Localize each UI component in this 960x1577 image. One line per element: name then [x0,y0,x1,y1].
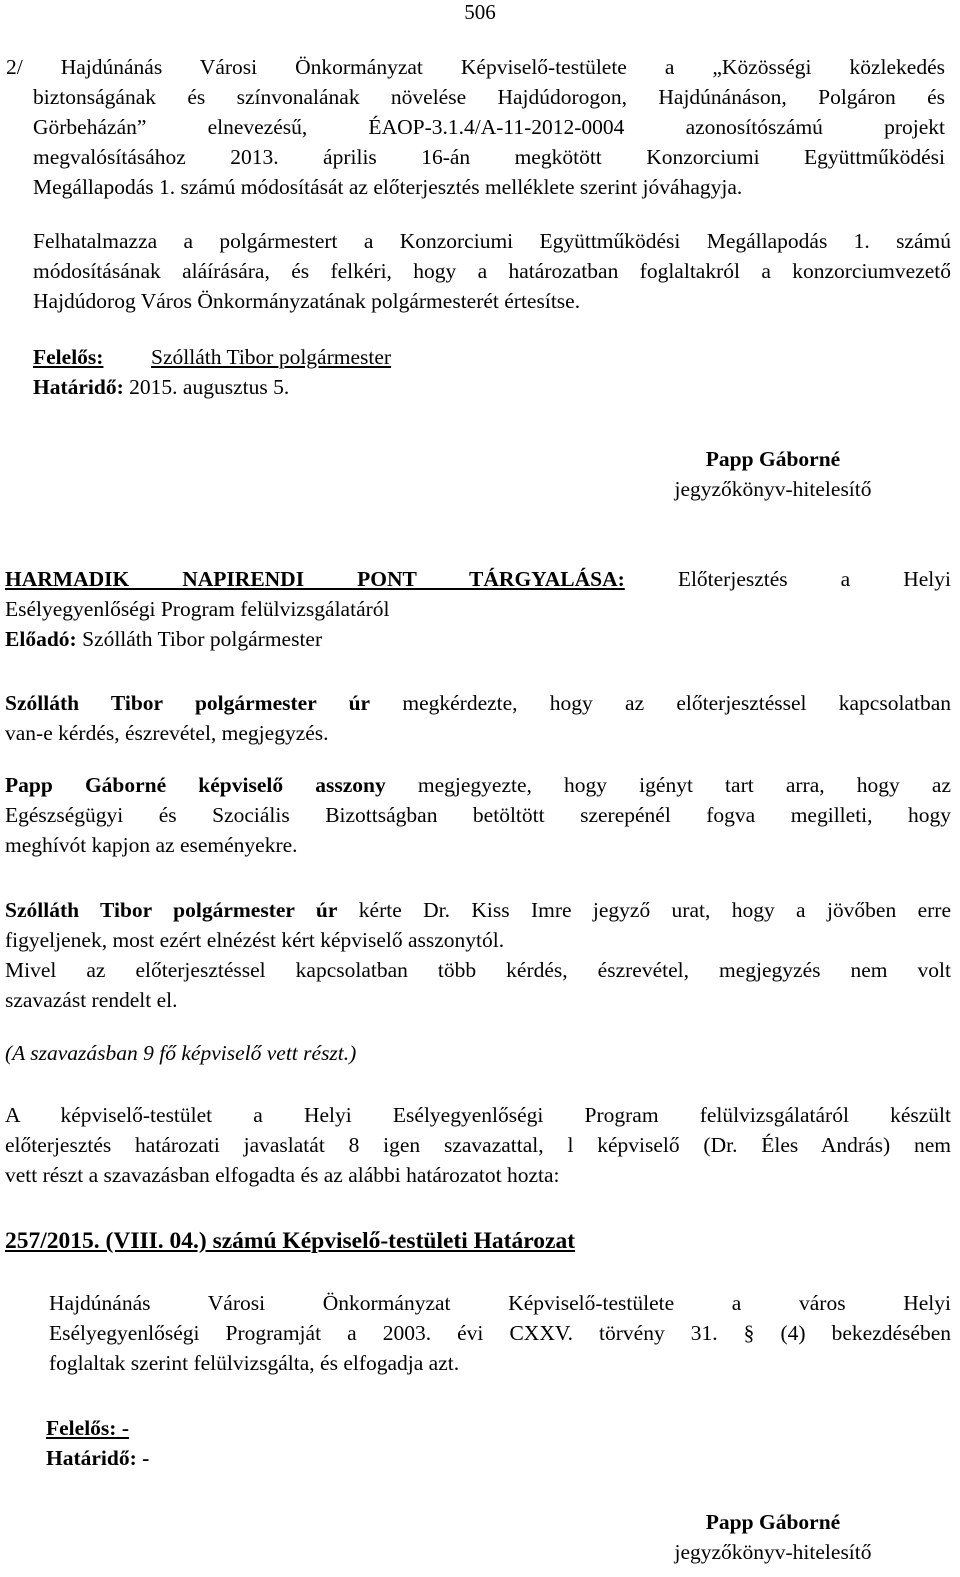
para2-speaker: Papp Gáborné képviselő asszony [5,773,386,797]
responsible2-label: Felelős: - [46,1416,129,1440]
agenda-heading [5,564,951,654]
responsible-block-2 [46,1413,960,1473]
signature2-name: Papp Gáborné [705,1510,841,1534]
para1-speaker: Szólláth Tibor polgármester úr [5,691,371,715]
para2-line-2: Egészségügyi és Szociális Bizottságban betöltött szerepénél fogva megilleti, hogy [5,803,951,827]
item2-line-5: Megállapodás 1. számú módosítását az előterjesztés melléklete szerint jóváhagyja. [33,175,743,199]
presenter-label: Előadó: [5,627,77,651]
responsible-value: Szólláth Tibor polgármester [151,345,392,369]
para3-line-4: szavazást rendelt el. [5,988,178,1012]
signature-role: jegyzőkönyv-hitelesítő [674,477,872,501]
page-number: 506 [464,0,496,24]
presenter-name: Szólláth Tibor polgármester [82,627,323,651]
item2-line-3: Görbeházán” elnevezésű, ÉAOP-3.1.4/A-11-2012-0004 azonosítószámú projekt [33,115,945,139]
para2-line-1: megjegyezte, hogy igényt tart arra, hogy az [417,773,951,797]
decision-line-2: előterjesztés határozati javaslatát 8 igen szavazattal, l képviselő (Dr. Éles András) nem [5,1133,951,1157]
responsible-label: Felelős: [33,345,104,369]
item2-line-4: megvalósításához 2013. április 16-án megkötött Konzorciumi Együttműködési [33,145,945,169]
resolution-line-3: foglaltak szerint felülvizsgálta, és elfogadja azt. [49,1351,460,1375]
item2-line-2: biztonságának és színvonalának növelése Hajdúdorogon, Hajdúnánáson, Polgáron és [33,85,945,109]
paragraph-1 [5,688,951,748]
agenda-title-line-2: Esélyegyenlőségi Program felülvizsgálatáról [5,597,390,621]
para2-line-3: meghívót kapjon az eseményekre. [5,833,298,857]
para3-speaker: Szólláth Tibor polgármester úr [5,898,338,922]
resolution-title-text: 257/2015. (VIII. 04.) számú Képviselő-testületi Határozat [5,1228,576,1254]
vote-note-text: (A szavazásban 9 fő képviselő vett részt.) [5,1041,357,1065]
authorize-line-2: módosításának aláírására, és felkéri, hogy a határozatban foglaltakról a konzorciumvezető [33,259,951,283]
resolution-line-2: Esélyegyenlőségi Programját a 2003. évi CXXV. törvény 31. § (4) bekezdésében [49,1321,951,1345]
decision-intro [5,1100,951,1190]
resolution-body [49,1288,951,1378]
decision-line-3: vett részt a szavazásban elfogadta és az alábbi határozatot hozta: [5,1163,560,1187]
authorize-line-3: Hajdúdorog Város Önkormányzatának polgármesterét értesítse. [33,289,581,313]
signature-name: Papp Gáborné [705,447,841,471]
para1-line-2: van-e kérdés, észrevétel, megjegyzés. [5,721,329,745]
resolution-title [5,1226,951,1256]
authorize-paragraph [33,226,951,316]
agenda-title-rest: Előterjesztés a Helyi [677,567,952,591]
signature2-role: jegyzőkönyv-hitelesítő [674,1540,872,1564]
authorize-line-1: Felhatalmazza a polgármestert a Konzorciumi Együttműködési Megállapodás 1. számú [33,229,951,253]
deadline-value: 2015. augusztus 5. [129,375,290,399]
resolution-item-2 [6,52,945,82]
signature-block-1 [643,444,903,504]
vote-note [5,1038,951,1068]
para3-line-1: kérte Dr. Kiss Imre jegyző urat, hogy a jövőben erre [358,898,951,922]
signature-block-2 [643,1507,903,1567]
deadline2-label: Határidő: - [46,1446,150,1470]
paragraph-2 [5,770,951,860]
paragraph-3 [5,895,951,1015]
decision-line-1: A képviselő-testület a Helyi Esélyegyenlőségi Program felülvizsgálatáról készült [5,1103,951,1127]
deadline-label: Határidő: [33,375,124,399]
para3-line-2: figyeljenek, most ezért elnézést kért képviselő asszonytól. [5,928,505,952]
agenda-title: HARMADIK NAPIRENDI PONT TÁRGYALÁSA: [5,567,625,591]
responsible-block-1 [33,342,951,402]
resolution-item-2-cont [33,82,945,202]
para1-line-1: megkérdezte, hogy az előterjesztéssel kapcsolatban [402,691,951,715]
item2-line-1: 2/ Hajdúnánás Városi Önkormányzat Képviselő-testülete a „Közösségi közlekedés [6,55,945,79]
para3-line-3: Mivel az előterjesztéssel kapcsolatban több kérdés, észrevétel, megjegyzés nem volt [5,958,951,982]
resolution-line-1: Hajdúnánás Városi Önkormányzat Képviselő-testülete a város Helyi [49,1291,951,1315]
